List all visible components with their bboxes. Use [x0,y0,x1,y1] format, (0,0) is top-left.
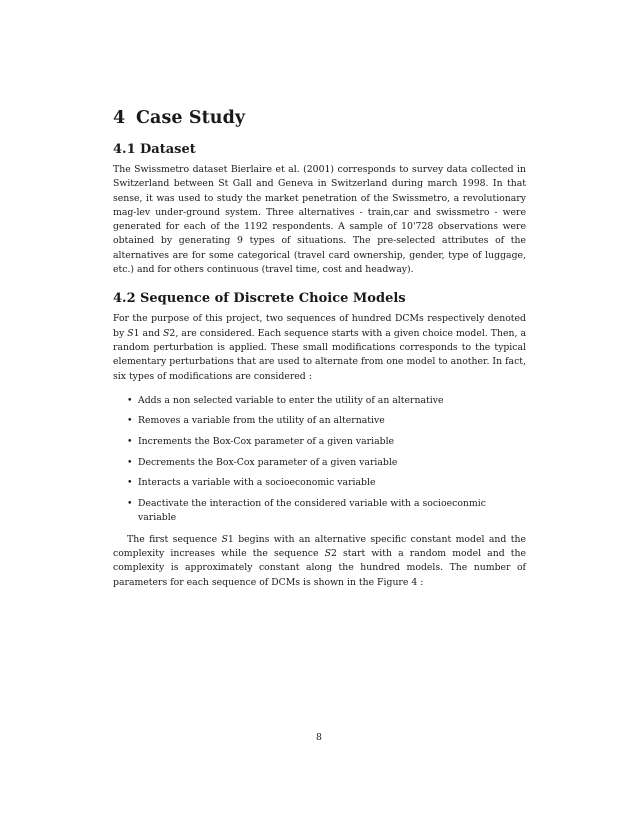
list-item [127,394,526,408]
sequence-paragraph [113,312,526,383]
list-item-text: Increments the Box-Cox parameter of a given variable [138,436,395,448]
list-item [127,497,526,525]
page-content [113,108,526,590]
subsection-number: 4.2 [113,291,136,307]
text-run: and [139,327,164,339]
text-run: , are considered. Each sequence starts with a given choice model. Then, a random perturbation is applied. These small modifications corresponds to the typical elementary perturbations that are used to alternate from one model to another. In fact, six types of modifications are considered : [113,327,526,382]
subsection-title: Sequence of Discrete Choice Models [140,291,406,307]
bullet-icon: • [127,436,133,448]
modification-list [113,394,526,525]
page-number: 8 [316,732,322,743]
bullet-icon: • [127,456,133,468]
math-subscript: 2 [169,327,176,339]
list-item-text: Adds a non selected variable to enter the utility of an alternative [138,394,444,406]
bullet-icon: • [127,394,133,406]
text-run: The first sequence [127,533,222,545]
list-item-text: Decrements the Box-Cox parameter of a given variable [138,456,398,468]
subsection-heading-dataset [113,142,526,157]
bullet-icon: • [127,497,133,509]
list-item [127,456,526,470]
text-run: For the purpose of this project, two sequences of hundred DCMs respectively denoted by [113,313,526,339]
bullet-icon: • [127,415,133,427]
bullet-icon: • [127,477,133,489]
spacer [113,277,526,291]
list-item-text: Deactivate the interaction of the considered variable with a socioeconmic variable [138,497,486,523]
math-subscript: 2 [330,548,337,560]
math-variable: S [127,327,134,339]
math-variable: S [221,533,228,545]
subsection-title: Dataset [140,142,196,157]
math-variable: S [324,548,331,560]
closing-paragraph [113,533,526,590]
section-number: 4 [113,108,126,128]
subsection-number: 4.1 [113,142,136,157]
math-subscript: 1 [227,533,234,545]
math-variable: S [163,327,170,339]
text-run: begins with an alternative specific constant model and the complexity increases while the sequence [113,533,526,560]
list-item [127,476,526,490]
text-run: start with a random model and the complexity is approximately constant along the hundred models. The number of parameters for each sequence of DCMs is shown in the Figure 4 : [113,548,527,588]
list-item [127,435,526,449]
list-item [127,414,526,428]
section-title: Case Study [136,108,246,128]
list-item-text: Removes a variable from the utility of an alternative [138,415,385,427]
list-item-text: Interacts a variable with a socioeconomic variable [138,477,376,489]
dataset-paragraph: The Swissmetro dataset Bierlaire et al. (2001) corresponds to survey data collected in Switzerland between St Gall and Geneva in Switzerland during march 1998. In that sense, it was used to study the market penetration of the Swissmetro, a revolutionary mag-lev under-ground system. Three alternatives - train,car and swissmetro - were generated for each of the 1192 respondents. A sample of 10'728 observations were obtained by generating 9 types of situations. The pre-selected attributes of the alternatives are for some categorical (travel card ownership, gender, type of luggage, etc.) and for others continuous (travel time, cost and headway). [113,164,526,276]
subsection-heading-sequence [113,291,526,306]
section-heading [113,108,526,128]
math-subscript: 1 [133,327,140,339]
